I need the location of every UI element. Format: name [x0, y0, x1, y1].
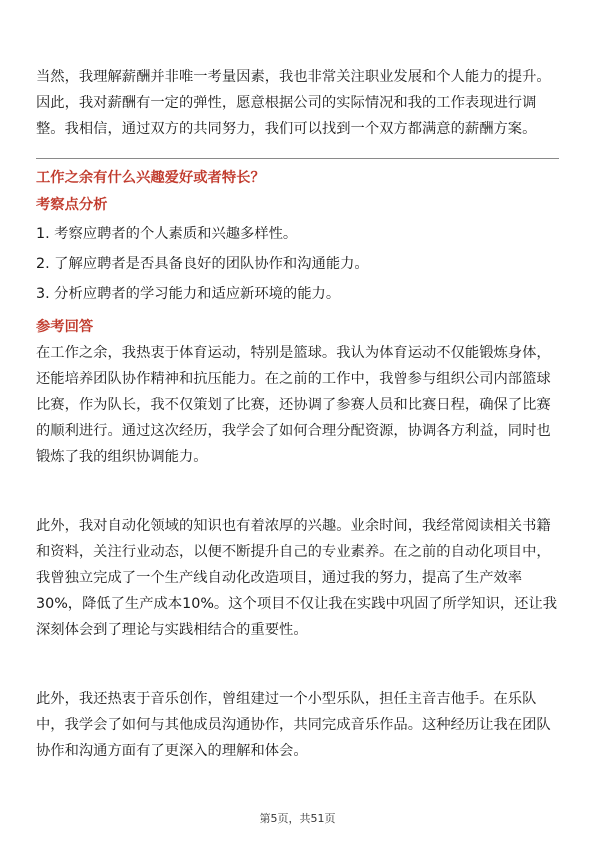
intro-paragraph [36, 64, 559, 142]
paragraph-line: 比赛，作为队长，我不仅策划了比赛，还协调了参赛人员和比赛日程，确保了比赛 [36, 397, 551, 413]
paragraph-line: 的顺利进行。通过这次经历，我学会了如何合理分配资源，协调各方利益，同时也 [36, 423, 551, 439]
paragraph-line: 锻炼了我的组织协调能力。 [36, 449, 208, 465]
analysis-list [36, 219, 369, 309]
analysis-heading: 考察点分析 [36, 197, 108, 213]
paragraph-line: 在工作之余，我热衷于体育运动，特别是篮球。我认为体育运动不仅能锻炼身体， [36, 345, 551, 361]
paragraph-line: 整。我相信，通过双方的共同努力，我们可以找到一个双方都满意的薪酬方案。 [36, 121, 537, 137]
paragraph-line: 我曾独立完成了一个生产线自动化改造项目，通过我的努力，提高了生产效率 [36, 570, 523, 586]
paragraph-line: 30%，降低了生产成本10%。这个项目不仅让我在实践中巩固了所学知识，还让我 [36, 596, 558, 612]
paragraph-line: 还能培养团队协作精神和抗压能力。在之前的工作中，我曾参与组织公司内部篮球 [36, 371, 551, 387]
paragraph-line: 当然，我理解薪酬并非唯一考量因素，我也非常关注职业发展和个人能力的提升。 [36, 69, 551, 85]
paragraph-line: 此外，我还热衷于音乐创作，曾组建过一个小型乐队，担任主音吉他手。在乐队 [36, 691, 537, 707]
list-item: 2. 了解应聘者是否具备良好的团队协作和沟通能力。 [36, 256, 369, 272]
list-item: 3. 分析应聘者的学习能力和适应新环境的能力。 [36, 286, 341, 302]
paragraph-line: 此外，我对自动化领域的知识也有着浓厚的兴趣。业余时间，我经常阅读相关书籍 [36, 518, 551, 534]
answer-paragraph [36, 513, 559, 643]
paragraph-line: 和资料，关注行业动态，以便不断提升自己的专业素养。在之前的自动化项目中， [36, 544, 551, 560]
paragraph-line: 因此，我对薪酬有一定的弹性，愿意根据公司的实际情况和我的工作表现进行调 [36, 95, 537, 111]
answer-heading: 参考回答 [36, 319, 94, 335]
list-item: 1. 考察应聘者的个人素质和兴趣多样性。 [36, 226, 298, 242]
section-divider [36, 158, 559, 159]
paragraph-line: 中，我学会了如何与其他成员沟通协作，共同完成音乐作品。这种经历让我在团队 [36, 717, 551, 733]
page-number: 第5页，共51页 [259, 812, 336, 825]
question-title: 工作之余有什么兴趣爱好或者特长？ [36, 170, 265, 186]
answer-paragraph [36, 340, 559, 470]
paragraph-line: 深刻体会到了理论与实践相结合的重要性。 [36, 622, 308, 638]
answer-paragraph [36, 686, 559, 764]
paragraph-line: 协作和沟通方面有了更深入的理解和体会。 [36, 743, 308, 759]
